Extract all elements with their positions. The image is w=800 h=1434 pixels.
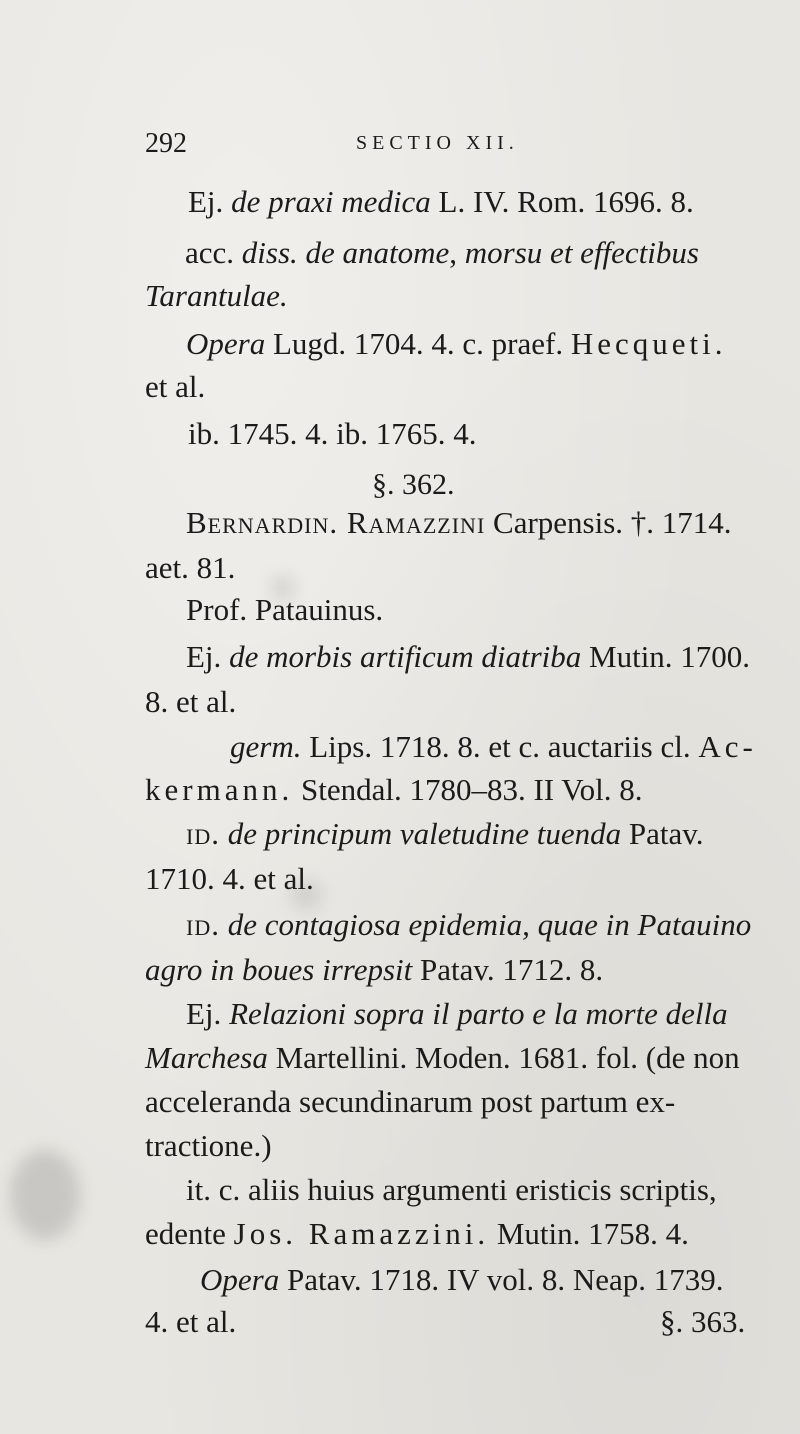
text-run: id.	[186, 816, 220, 851]
text-run: acc.	[185, 235, 242, 270]
text-run: id.	[186, 907, 220, 942]
text-run: 1710. 4. et al.	[145, 861, 314, 896]
text-line	[145, 276, 288, 316]
text-run: Patav. 1718. IV vol. 8. Neap. 1739.	[279, 1262, 724, 1297]
text-line	[186, 814, 704, 854]
text-run: de contagiosa epidemia, quae in Patauino	[219, 907, 752, 942]
text-line	[145, 1302, 236, 1342]
text-run: Ej.	[188, 184, 232, 219]
text-line	[188, 182, 694, 222]
text-run: Mutin. 1758. 4.	[489, 1216, 689, 1251]
text-run: Hecqueti.	[570, 326, 727, 361]
text-line	[188, 414, 476, 454]
text-run: Patav.	[621, 816, 704, 851]
text-run: agro in boues irrepsit	[145, 952, 413, 987]
text-line	[145, 548, 235, 588]
text-line	[186, 905, 751, 945]
ink-smudge	[10, 1150, 80, 1240]
text-run: Martellini. Moden. 1681. fol. (de non	[267, 1040, 740, 1075]
text-run: diss. de anatome	[241, 235, 450, 270]
text-line	[145, 770, 643, 810]
text-run: ,	[449, 235, 465, 270]
running-head: SECTIO XII.	[356, 132, 519, 154]
text-run: germ.	[230, 729, 302, 764]
text-run: Opera	[200, 1262, 280, 1297]
text-run: 8. et al.	[145, 684, 237, 719]
text-line	[145, 1126, 272, 1166]
text-line	[145, 950, 603, 990]
text-run: §. 363.	[660, 1304, 746, 1339]
text-run: morsu et effectibus	[464, 235, 699, 270]
text-line	[145, 1082, 675, 1122]
page-number: 292	[145, 128, 187, 159]
text-line	[200, 1260, 724, 1300]
text-run: it. c. aliis huius argumenti eristicis scriptis,	[186, 1172, 717, 1207]
text-run: Carpensis. †. 1714.	[485, 505, 732, 540]
text-run: kermann.	[145, 772, 294, 807]
text-run: 4. et al.	[145, 1304, 237, 1339]
text-line	[186, 590, 383, 630]
text-run: Ej.	[186, 996, 230, 1031]
text-run: Relazioni sopra il parto e la morte della	[229, 996, 728, 1031]
text-run: Stendal. 1780–83. II Vol. 8.	[293, 772, 643, 807]
text-run: Tarantulae.	[145, 278, 288, 313]
text-run: Lugd. 1704. 4. c. praef.	[265, 326, 571, 361]
text-run: de praxi medica	[231, 184, 431, 219]
text-run: L. IV. Rom. 1696. 8.	[430, 184, 694, 219]
text-run: Patav. 1712. 8.	[412, 952, 604, 987]
text-run: edente	[145, 1216, 234, 1251]
text-run: Ac-	[698, 729, 757, 764]
text-run: tractione.)	[145, 1128, 272, 1163]
text-line	[185, 233, 699, 273]
text-line	[145, 1214, 689, 1254]
text-line	[186, 637, 750, 677]
text-run: ib. 1745. 4. ib. 1765. 4.	[188, 416, 477, 451]
page-header	[0, 126, 800, 166]
text-line	[186, 324, 726, 364]
text-run: aet. 81.	[145, 550, 236, 585]
text-line	[186, 1170, 717, 1210]
text-run: §. 362.	[372, 468, 455, 501]
text-line	[145, 859, 314, 899]
text-run: Jos. Ramazzini.	[233, 1216, 490, 1251]
text-line	[145, 1038, 740, 1078]
text-run: et al.	[145, 369, 206, 404]
text-run: Mutin. 1700.	[581, 639, 751, 674]
text-line	[186, 503, 732, 543]
text-run: Lips. 1718. 8. et c. auctariis cl.	[301, 729, 699, 764]
text-run: Ej.	[186, 639, 230, 674]
text-run: acceleranda secundinarum post partum ex-	[145, 1084, 676, 1119]
text-run: de morbis artificum diatriba	[229, 639, 582, 674]
text-line	[230, 727, 757, 767]
text-line	[145, 682, 236, 722]
author-name: Bernardin. Ramazzini	[186, 505, 486, 540]
text-run: Opera	[186, 326, 266, 361]
text-run: Marchesa	[145, 1040, 268, 1075]
text-line	[145, 367, 205, 407]
text-run: de principum valetudine tuenda	[219, 816, 622, 851]
text-line	[186, 994, 728, 1034]
catchword	[660, 1302, 745, 1342]
section-heading	[372, 465, 455, 505]
text-run: Prof. Patauinus.	[186, 592, 384, 627]
